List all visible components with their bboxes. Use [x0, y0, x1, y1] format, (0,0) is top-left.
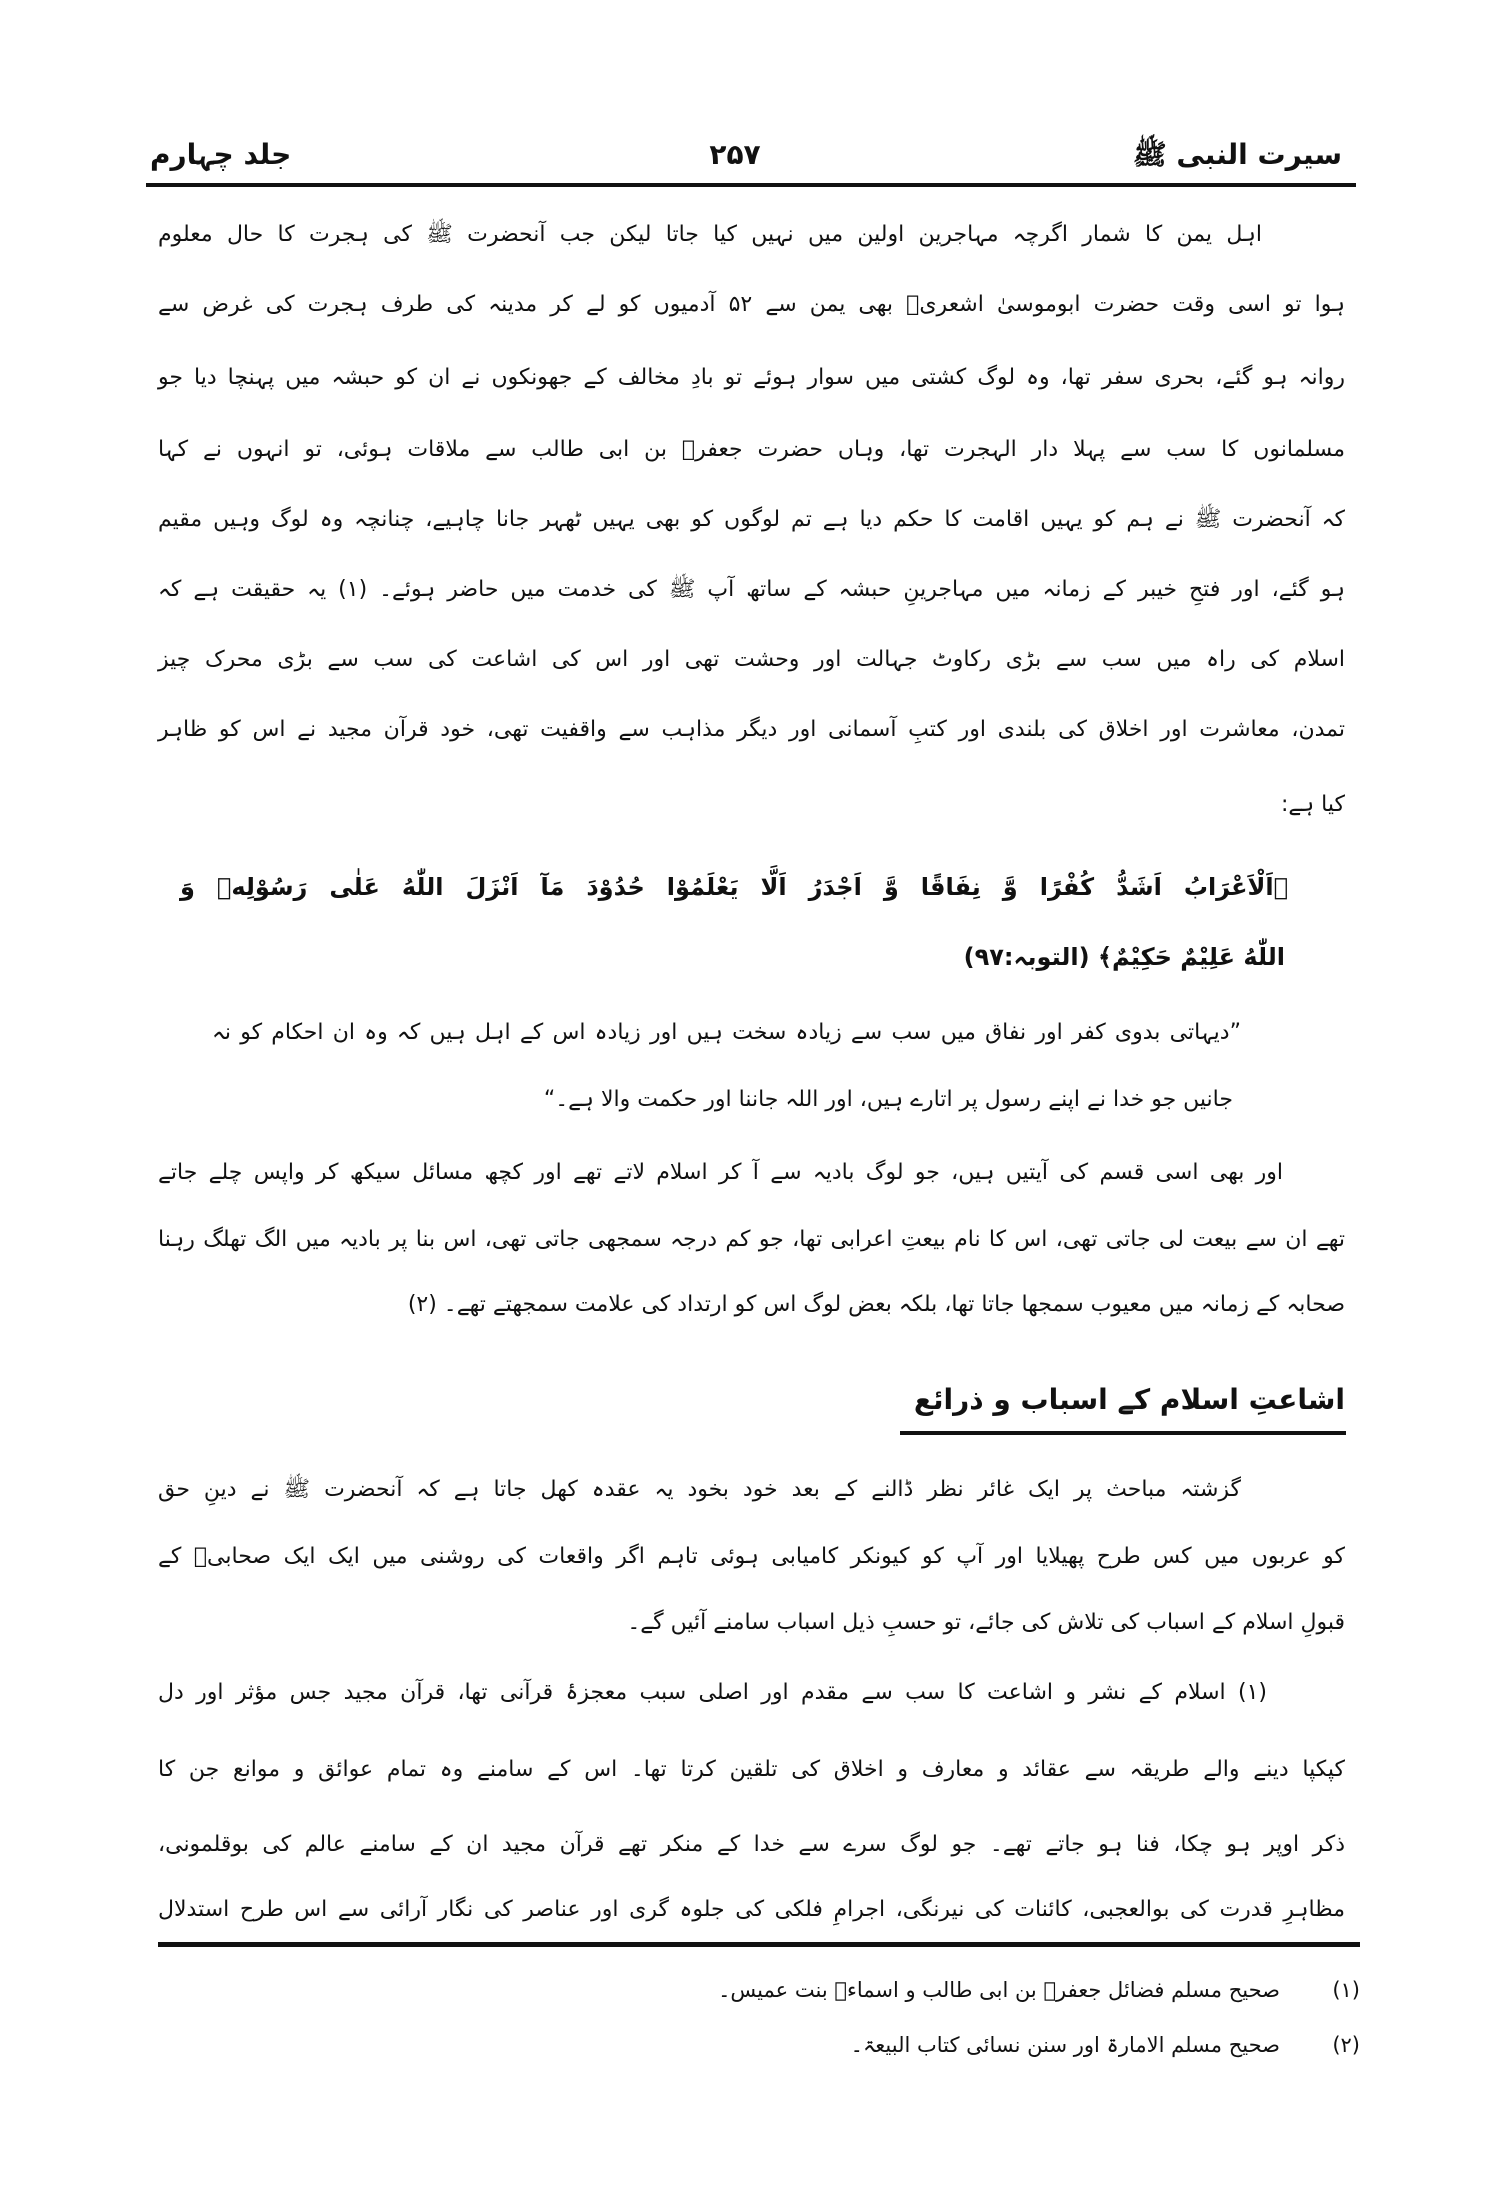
text-line: تمدن، معاشرت اور اخلاق کی بلندی اور کتبِ آسمانی اور دیگر مذاہب سے واقفیت تھی، خود قرآن مجید نے اس کو ظاہر	[158, 717, 1345, 742]
text-line: اور بھی اسی قسم کی آیتیں ہیں، جو لوگ بادیہ سے آ کر اسلام لاتے تھے اور کچھ مسائل سیکھ کر واپس چلے جاتے	[158, 1160, 1283, 1185]
footnote-rule	[158, 1942, 1360, 1947]
text-line: ذکر اوپر ہو چکا، فنا ہو جاتے تھے۔ جو لوگ سرے سے خدا کے منکر تھے قرآن مجید ان کے سامنے عالم کی بوقلمونی،	[158, 1832, 1345, 1857]
footnote-marker: (۲)	[1332, 2033, 1360, 2057]
footnote-text: صحیح مسلم الامارۃ اور سنن نسائی کتاب البیعۃ۔	[850, 2033, 1280, 2057]
footnote-marker: (۱)	[1332, 1978, 1360, 2002]
volume-label: جلد چہارم	[150, 138, 292, 171]
text-line: روانہ ہو گئے، بحری سفر تھا، وہ لوگ کشتی میں سوار ہوئے تو بادِ مخالف کے جھونکوں نے ان کو حبشہ میں پہنچا دیا جو	[158, 365, 1345, 390]
footnote-text: صحیح مسلم فضائل جعفرؓ بن ابی طالب و اسماءؓ بنت عمیس۔	[718, 1978, 1280, 2002]
text-line: کہ آنحضرت ﷺ نے ہم کو یہیں اقامت کا حکم دیا ہے تم لوگوں کو بھی یہیں ٹھہر جانا چاہیے، چنانچہ وہ لوگ وہیں مقیم	[158, 507, 1345, 532]
book-title: سیرت النبی ﷺ	[1132, 138, 1342, 171]
translation-line: جانیں جو خدا نے اپنے رسول پر اتارے ہیں، اور اللہ جاننا اور حکمت والا ہے۔“	[543, 1087, 1233, 1112]
text-line: ہوا تو اسی وقت حضرت ابوموسیٰ اشعریؓ بھی یمن سے ۵۲ آدمیوں کو لے کر مدینہ کی طرف ہجرت کی غرض سے	[158, 292, 1345, 317]
section-heading: اشاعتِ اسلام کے اسباب و ذرائع	[913, 1383, 1345, 1416]
text-line: اسلام کی راہ میں سب سے بڑی رکاوٹ جہالت اور وحشت تھی اور اس کی اشاعت کی سب سے بڑی محرک چیز	[158, 647, 1345, 672]
text-line: مظاہرِ قدرت کی بوالعجبی، کائنات کی نیرنگی، اجرامِ فلکی کی جلوہ گری اور عناصر کی نگار آرائی سے اس طرح استدلال	[158, 1897, 1345, 1922]
text-line: ہو گئے، اور فتحِ خیبر کے زمانہ میں مہاجرینِ حبشہ کے ساتھ آپ ﷺ کی خدمت میں حاضر ہوئے۔ (۱) یہ حقیقت ہے کہ	[158, 577, 1345, 602]
translation-line: ”دیہاتی بدوی کفر اور نفاق میں سب سے زیادہ سخت ہیں اور زیادہ اس کے اہل ہیں کہ وہ ان احکام کو نہ	[212, 1020, 1241, 1045]
quran-verse-line: ﴿اَلْاَعْرَابُ اَشَدُّ كُفْرًا وَّ نِفَاقًا وَّ اَجْدَرُ اَلَّا يَعْلَمُوْا حُدُوْدَ مَآ اَنْزَلَ اللّٰهُ عَلٰى رَسُوْلِهٖ وَ	[180, 873, 1288, 901]
header-rule	[146, 183, 1356, 187]
text-line: کپکپا دینے والے طریقہ سے عقائد و معارف و اخلاق کی تلقین کرتا تھا۔ اس کے سامنے وہ تمام عوائق و موانع جن کا	[158, 1757, 1345, 1782]
text-line: کیا ہے:	[1280, 792, 1345, 817]
text-line: کو عربوں میں کس طرح پھیلایا اور آپ کو کیونکر کامیابی ہوئی تاہم اگر واقعات کی روشنی میں ایک ایک صحابیؓ کے	[158, 1544, 1345, 1569]
text-line: گزشتہ مباحث پر ایک غائر نظر ڈالنے کے بعد خود بخود یہ عقدہ کھل جاتا ہے کہ آنحضرت ﷺ نے دینِ حق	[158, 1477, 1241, 1502]
text-line: اہل یمن کا شمار اگرچہ مہاجرین اولین میں نہیں کیا جاتا لیکن جب آنحضرت ﷺ کی ہجرت کا حال معلوم	[158, 222, 1262, 247]
quran-verse-line: اللّٰهُ عَلِيْمٌ حَكِيْمٌ﴾ (التوبہ:۹۷)	[963, 943, 1285, 971]
heading-underline	[900, 1431, 1346, 1435]
text-line: (۱) اسلام کے نشر و اشاعت کا سب سے مقدم اور اصلی سبب معجزۂ قرآنی تھا، قرآن مجید جس مؤثر اور دل	[158, 1680, 1267, 1705]
text-line: صحابہ کے زمانہ میں معیوب سمجھا جاتا تھا، بلکہ بعض لوگ اس کو ارتداد کی علامت سمجھتے تھے۔ (۲)	[407, 1292, 1345, 1317]
text-line: قبولِ اسلام کے اسباب کی تلاش کی جائے، تو حسبِ ذیل اسباب سامنے آئیں گے۔	[627, 1610, 1345, 1635]
page-number: ۲۵۷	[709, 138, 761, 171]
text-line: مسلمانوں کا سب سے پہلا دار الہجرت تھا، وہاں حضرت جعفرؓ بن ابی طالب سے ملاقات ہوئی، تو انہوں نے کہا	[158, 437, 1345, 462]
text-line: تھے ان سے بیعت لی جاتی تھی، اس کا نام بیعتِ اعرابی تھا، جو کم درجہ سمجھی جاتی تھی، اس بنا پر بادیہ میں الگ تھلگ رہنا	[158, 1227, 1345, 1252]
